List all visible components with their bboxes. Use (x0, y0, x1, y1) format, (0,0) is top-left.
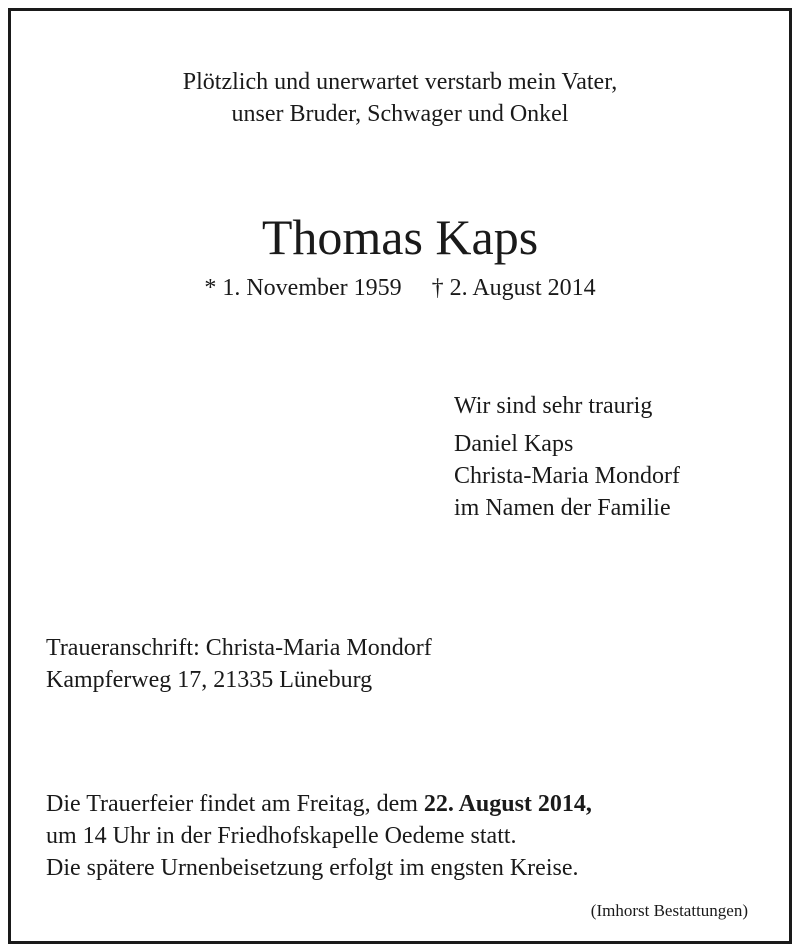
deceased-name: Thomas Kaps (261, 209, 539, 265)
life-dates (0, 272, 800, 304)
mourners-block (454, 390, 680, 524)
ceremony-line-2: um 14 Uhr in der Friedhofskapelle Oedeme statt. (46, 823, 517, 849)
intro-line-2: unser Bruder, Schwager und Onkel (231, 101, 569, 127)
mourner-name: Christa-Maria Mondorf (454, 463, 680, 489)
birth-date: * 1. November 1959 (204, 275, 402, 301)
mourners-lead: Wir sind sehr traurig (454, 393, 653, 419)
mourner-family: im Namen der Familie (454, 495, 671, 521)
intro-text (0, 66, 800, 130)
mourner-name: Daniel Kaps (454, 431, 574, 457)
address-line-2: Kampferweg 17, 21335 Lüneburg (46, 667, 373, 693)
undertaker-credit: (Imhorst Bestattungen) (590, 901, 748, 920)
address-line-1: Traueranschrift: Christa-Maria Mondorf (46, 635, 432, 661)
ceremony-line-3: Die spätere Urnenbeisetzung erfolgt im engsten Kreise. (46, 855, 579, 881)
ceremony-line-1 (46, 788, 592, 820)
death-date: † 2. August 2014 (431, 275, 596, 301)
intro-line-1: Plötzlich und unerwartet verstarb mein Vater, (182, 69, 618, 95)
ceremony-day: Die Trauerfeier findet am Freitag, dem (46, 791, 424, 817)
mourning-address (46, 632, 432, 696)
ceremony-date: 22. August 2014, (423, 791, 592, 817)
ceremony-info (46, 788, 592, 884)
